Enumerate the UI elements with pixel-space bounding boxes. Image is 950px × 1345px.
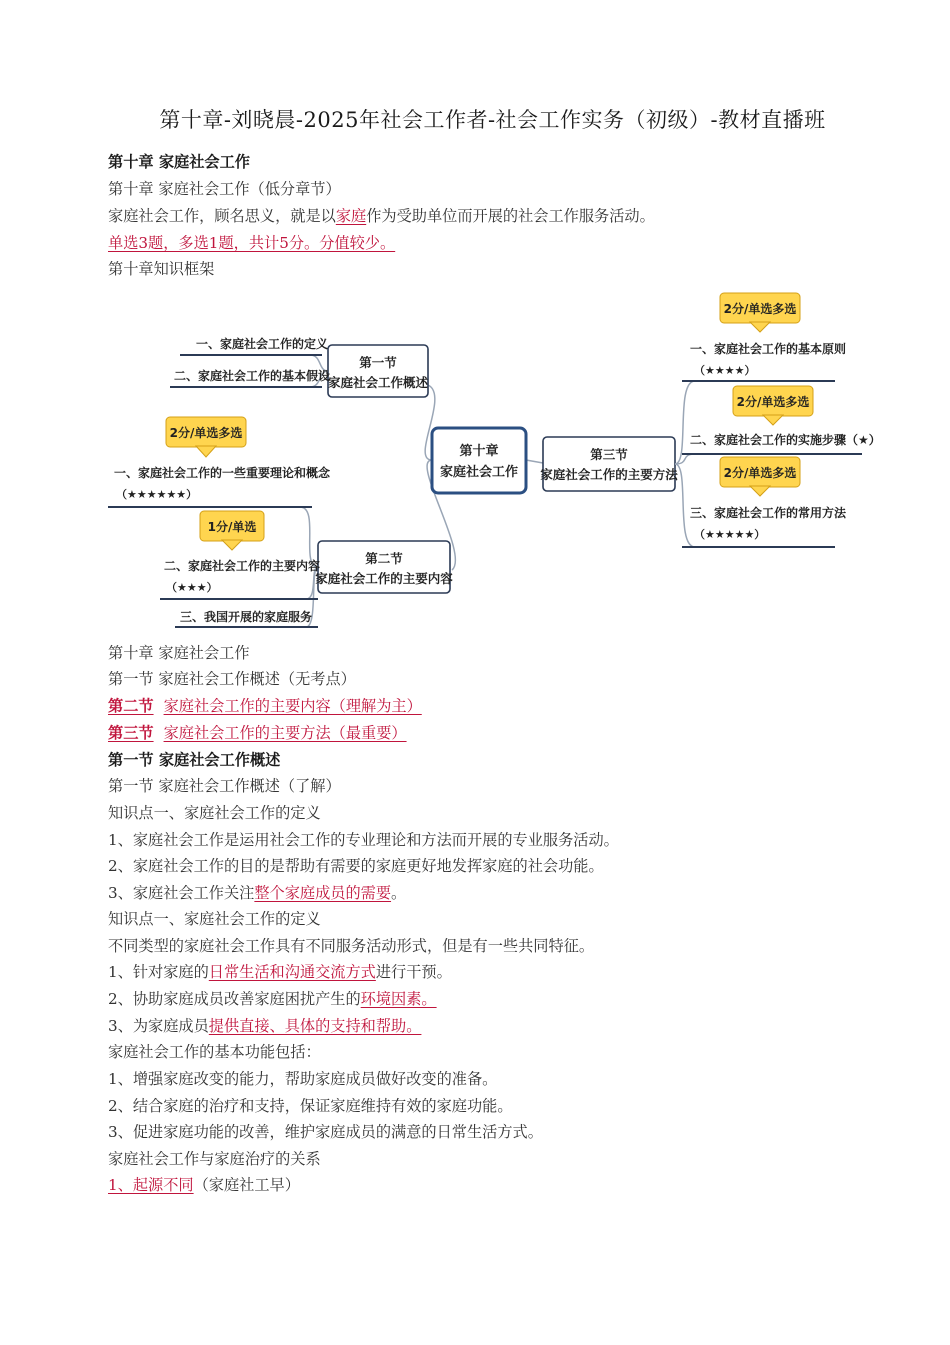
outline-section3	[108, 723, 407, 743]
definition-3-highlight: 整个家庭成员的需要	[254, 884, 392, 902]
function-3: 3、促进家庭功能的改善，维护家庭成员的满意的日常生活方式。	[108, 1123, 543, 1141]
function-2: 2、结合家庭的治疗和支持，保证家庭维持有效的家庭功能。	[108, 1097, 513, 1115]
intro-paragraph	[108, 206, 655, 226]
section1-heading: 第一节 家庭社会工作概述	[108, 751, 281, 769]
feature-1-text: 1、针对家庭的	[108, 963, 209, 981]
s3-item-1-stars: （★★★★）	[694, 364, 756, 377]
outline-section1: 第一节 家庭社会工作概述（无考点）	[108, 670, 356, 688]
s2-item-1-stars: （★★★★★★）	[116, 488, 198, 501]
s1-item-1: 一、家庭社会工作的定义	[196, 337, 329, 351]
section3-node	[543, 437, 675, 491]
relation-1	[108, 1175, 300, 1195]
s1-item-2: 二、家庭社会工作的基本假设	[174, 369, 331, 383]
s2-item-2: 二、家庭社会工作的主要内容	[164, 559, 321, 573]
framework-label: 第十章知识框架	[108, 260, 215, 278]
intro-text: 家庭社会工作，顾名思义，就是以	[108, 207, 336, 225]
document-title: 第十章-刘晓晨-2025年社会工作者-社会工作实务（初级）-教材直播班	[159, 108, 826, 132]
s3-tag-1-label: 2分/单选多选	[723, 302, 797, 316]
center-label-2: 家庭社会工作	[439, 465, 519, 480]
definition-3-text: 3、家庭社会工作关注	[108, 884, 255, 902]
feature-1-highlight: 日常生活和沟通交流方式	[208, 963, 376, 981]
feature-3	[108, 1016, 421, 1036]
features-intro: 不同类型的家庭社会工作具有不同服务活动形式，但是有一些共同特征。	[108, 937, 594, 955]
outline-section2	[108, 696, 422, 716]
feature-3-highlight: 提供直接、具体的支持和帮助。	[208, 1017, 422, 1035]
relation-1-text: （家庭社工早）	[193, 1176, 300, 1194]
s2-item-2-stars: （★★★）	[166, 581, 218, 594]
feature-1-end: 进行干预。	[375, 963, 452, 981]
feature-2-text: 2、协助家庭成员改善家庭困扰产生的	[108, 990, 361, 1008]
s3-item-3: 三、家庭社会工作的常用方法	[690, 506, 847, 520]
score-note: 单选3题，多选1题，共计5分。分值较少。	[108, 234, 396, 252]
feature-3-text: 3、为家庭成员	[108, 1017, 209, 1035]
s2-tag-2-label: 1分/单选	[207, 520, 257, 534]
s3-tag-3-label: 2分/单选多选	[723, 466, 797, 480]
definition-3-end: 。	[391, 884, 407, 902]
section3-label-1: 第三节	[590, 447, 628, 462]
s3-item-1: 一、家庭社会工作的基本原则	[690, 342, 847, 356]
section1-subheading: 第一节 家庭社会工作概述（了解）	[108, 777, 341, 795]
intro-text-end: 作为受助单位而开展的社会工作服务活动。	[366, 207, 655, 225]
feature-2	[108, 989, 437, 1009]
section1-label-1: 第一节	[359, 355, 397, 370]
outline-chapter: 第十章 家庭社会工作	[108, 644, 250, 662]
outline-section3-num: 第三节	[108, 724, 154, 742]
outline-section3-title: 家庭社会工作的主要方法（最重要）	[163, 724, 407, 742]
knowledge-point-1: 知识点一、家庭社会工作的定义	[108, 804, 321, 822]
outline-section2-num: 第二节	[108, 697, 154, 715]
intro-highlight: 家庭	[335, 207, 367, 225]
feature-2-highlight: 环境因素。	[360, 990, 437, 1008]
relation-heading: 家庭社会工作与家庭治疗的关系	[108, 1150, 321, 1168]
definition-1: 1、家庭社会工作是运用社会工作的专业理论和方法而开展的专业服务活动。	[108, 831, 619, 849]
function-1: 1、增强家庭改变的能力，帮助家庭成员做好改变的准备。	[108, 1070, 498, 1088]
chapter-subheading: 第十章 家庭社会工作（低分章节）	[108, 180, 341, 198]
center-label-1: 第十章	[459, 444, 499, 459]
section2-label-1: 第二节	[365, 551, 403, 566]
knowledge-mindmap	[0, 285, 950, 635]
s2-item-3: 三、我国开展的家庭服务	[180, 610, 313, 624]
section2-label-2: 家庭社会工作的主要内容	[315, 571, 453, 586]
s3-item-3-stars: （★★★★★）	[694, 528, 766, 541]
center-node	[432, 428, 526, 493]
chapter-heading: 第十章 家庭社会工作	[108, 153, 250, 171]
s3-tag-2-label: 2分/单选多选	[736, 395, 810, 409]
relation-1-highlight: 1、起源不同	[108, 1176, 194, 1194]
s2-item-1: 一、家庭社会工作的一些重要理论和概念	[114, 466, 331, 480]
section3-label-2: 家庭社会工作的主要方法	[540, 467, 678, 482]
s2-tag-1-label: 2分/单选多选	[169, 426, 243, 440]
functions-intro: 家庭社会工作的基本功能包括：	[108, 1043, 321, 1061]
definition-3	[108, 883, 406, 903]
section1-label-2: 家庭社会工作概述	[327, 375, 429, 390]
s3-item-2: 二、家庭社会工作的实施步骤（★）	[690, 433, 881, 447]
feature-1	[108, 962, 452, 982]
knowledge-point-1b: 知识点一、家庭社会工作的定义	[108, 910, 321, 928]
outline-section2-title: 家庭社会工作的主要内容（理解为主）	[163, 697, 422, 715]
definition-2: 2、家庭社会工作的目的是帮助有需要的家庭更好地发挥家庭的社会功能。	[108, 857, 604, 875]
